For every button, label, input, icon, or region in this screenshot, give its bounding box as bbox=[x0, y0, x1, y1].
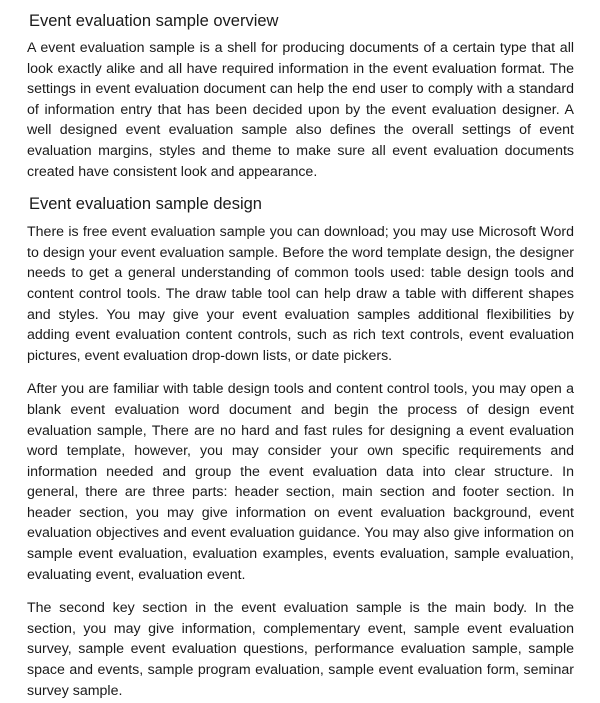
section-heading-design: Event evaluation sample design bbox=[29, 195, 262, 214]
section-heading-overview: Event evaluation sample overview bbox=[29, 12, 279, 30]
paragraph-overview: A event evaluation sample is a shell for producing documents of a certain type that all look exactly alike and all have required information in the event evaluation format. The settings in event evaluation document can help the end user to comply with a standard of information entry that has been decided upon by the event evaluation designer. A well designed event evaluation sample also defines the overall settings of event evaluation margins, styles and theme to make sure all event evaluation documents created have consistent look and appearance. bbox=[27, 40, 574, 180]
paragraph-design-structure: After you are familiar with table design tools and content control tools, you may open a blank event evaluation word document and begin the process of design event evaluation sample, There are no hard and fast rules for designing a event evaluation word template, however, you may consider your own specific requirements and information needed and group the event evaluation data into clear structure. In general, there are three parts: header section, main section and footer section. In header section, you may give information on event evaluation background, event evaluation objectives and event evaluation guidance. You may also give information on sample event evaluation, evaluation examples, events evaluation, sample evaluation, evaluating event, evaluation event. bbox=[27, 381, 574, 583]
paragraph-main-body: The second key section in the event evaluation sample is the main body. In the section, you may give information, complementary event, sample event evaluation survey, sample event evaluation questions, performance evaluation sample, sample space and events, sample program evaluation, sample event evaluation form, seminar survey sample. bbox=[27, 600, 574, 699]
paragraph-design-tools: There is free event evaluation sample you can download; you may use Microsoft Word to design your event evaluation sample. Before the word template design, the designer needs to get a general understanding of common tools used: table design tools and content control tools. The draw table tool can help draw a table with different shapes and styles. You may give your event evaluation samples additional flexibilities by adding event evaluation content controls, such as rich text controls, event evaluation pictures, event evaluation drop-down lists, or date pickers. bbox=[27, 224, 574, 364]
